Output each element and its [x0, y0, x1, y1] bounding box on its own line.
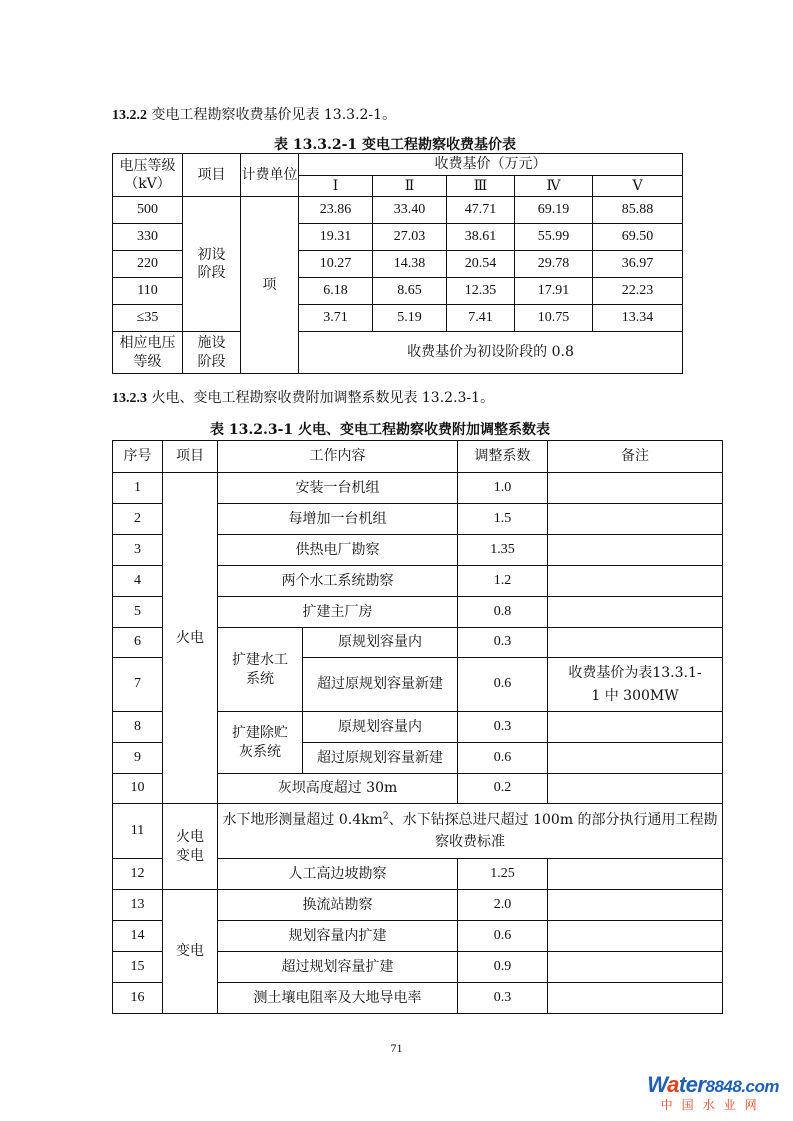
coef-cell: 1.0: [458, 473, 548, 504]
table2-caption: 表 13.2.3-1 火电、变电工程勘察收费附加调整系数表: [210, 422, 551, 438]
row-no: 11: [113, 804, 163, 859]
coef-cell: 0.2: [458, 774, 548, 804]
work-cell: 测土壤电阻率及大地导电率: [218, 983, 458, 1014]
adjustment-table: [112, 440, 723, 1014]
section-number: 13.2.3: [112, 391, 147, 406]
remark-cell: [548, 983, 723, 1014]
row-no: 1: [113, 473, 163, 504]
subgroup-cell: 扩建水工系统: [218, 628, 303, 712]
section-text: 火电、变电工程勘察收费附加调整系数见表 13.2.3-1。: [151, 390, 495, 406]
fee-cell: 17.91: [515, 278, 593, 305]
unit-cell: 项: [241, 197, 299, 374]
coef-cell: 0.3: [458, 712, 548, 743]
row-no: 10: [113, 774, 163, 804]
watermark-logo: [647, 1072, 779, 1113]
row-no: 2: [113, 504, 163, 535]
header-no: 序号: [113, 441, 163, 473]
coef-cell: 1.2: [458, 566, 548, 597]
row-no: 16: [113, 983, 163, 1014]
work-cell: 灰坝高度超过 30m: [218, 774, 458, 804]
section-13-2-2: [112, 104, 396, 124]
remark-cell: [548, 473, 723, 504]
fee-cell: 23.86: [299, 197, 373, 224]
work-cell: 规划容量内扩建: [218, 921, 458, 952]
remark-cell: [548, 774, 723, 804]
remark-cell: [548, 743, 723, 774]
coef-cell: 1.35: [458, 535, 548, 566]
row-no: 6: [113, 628, 163, 658]
work-cell: 人工高边坡勘察: [218, 859, 458, 890]
voltage-cell: ≤35: [113, 305, 183, 332]
section-text: 变电工程勘察收费基价见表 13.3.2-1。: [151, 107, 397, 123]
header-work: 工作内容: [218, 441, 458, 473]
remark-cell: 收费基价为表13.3.1-1 中 300MW: [548, 658, 723, 712]
remark-cell: [548, 712, 723, 743]
coef-cell: 1.25: [458, 859, 548, 890]
row-no: 12: [113, 859, 163, 890]
remark-cell: [548, 566, 723, 597]
fee-cell: 22.23: [593, 278, 683, 305]
table-row: [113, 473, 723, 504]
fee-cell: 7.41: [447, 305, 515, 332]
row-no: 4: [113, 566, 163, 597]
work-cell: 超过原规划容量新建: [303, 658, 458, 712]
fee-cell: 12.35: [447, 278, 515, 305]
header-grade: Ⅳ: [515, 176, 593, 197]
remark-cell: [548, 628, 723, 658]
header-unit: 计费单位: [241, 154, 299, 197]
voltage-cell: 110: [113, 278, 183, 305]
group-both: 火电变电: [163, 804, 218, 890]
work-cell: 扩建主厂房: [218, 597, 458, 628]
remark-cell: [548, 890, 723, 921]
fee-cell: 69.19: [515, 197, 593, 224]
row-no: 5: [113, 597, 163, 628]
table-row: [113, 804, 723, 859]
group-substation: 变电: [163, 890, 218, 1014]
stage-detail-cell: 施设阶段: [183, 332, 241, 374]
coef-cell: 0.6: [458, 658, 548, 712]
header-grade: Ⅰ: [299, 176, 373, 197]
fee-cell: 13.34: [593, 305, 683, 332]
fee-cell: 29.78: [515, 251, 593, 278]
coef-cell: 0.8: [458, 597, 548, 628]
fee-cell: 10.27: [299, 251, 373, 278]
voltage-cell: 相应电压等级: [113, 332, 183, 374]
remark-cell: [548, 535, 723, 566]
fee-cell: 8.65: [373, 278, 447, 305]
remark-cell: [548, 859, 723, 890]
remark-cell: [548, 952, 723, 983]
coef-cell: 2.0: [458, 890, 548, 921]
header-item: 项目: [183, 154, 241, 197]
table-row: [113, 332, 683, 374]
header-item: 项目: [163, 441, 218, 473]
table1-caption: 表 13.3.2-1 变电工程勘察收费基价表: [274, 137, 517, 153]
work-text-post: 、水下钻探总进尺超过 100m 的部分执行通用工程勘察收费标准: [388, 811, 718, 850]
row-no: 8: [113, 712, 163, 743]
coef-cell: 0.3: [458, 628, 548, 658]
work-cell-wide: [218, 804, 723, 859]
page-number: 71: [390, 1041, 403, 1055]
header-grade: Ⅴ: [593, 176, 683, 197]
work-cell: 供热电厂勘察: [218, 535, 458, 566]
row-no: 13: [113, 890, 163, 921]
fee-cell: 55.99: [515, 224, 593, 251]
fee-cell: 10.75: [515, 305, 593, 332]
table-row: [113, 890, 723, 921]
header-voltage: 电压等级（kV）: [113, 154, 183, 197]
coef-cell: 0.6: [458, 743, 548, 774]
group-thermal: 火电: [163, 473, 218, 804]
voltage-cell: 220: [113, 251, 183, 278]
remark-cell: [548, 597, 723, 628]
work-cell: 原规划容量内: [303, 712, 458, 743]
header-fee: 收费基价（万元）: [299, 154, 683, 176]
stage-initial-cell: 初设阶段: [183, 197, 241, 332]
fee-cell: 14.38: [373, 251, 447, 278]
fee-cell: 36.97: [593, 251, 683, 278]
fee-cell: 5.19: [373, 305, 447, 332]
work-cell: 两个水工系统勘察: [218, 566, 458, 597]
row-no: 7: [113, 658, 163, 712]
voltage-cell: 330: [113, 224, 183, 251]
fee-cell: 33.40: [373, 197, 447, 224]
table-row: [113, 197, 683, 224]
coef-cell: 0.6: [458, 921, 548, 952]
watermark-logo-text: Water8848.com: [647, 1072, 779, 1097]
work-cell: 每增加一台机组: [218, 504, 458, 535]
work-cell: 安装一台机组: [218, 473, 458, 504]
fee-cell: 47.71: [447, 197, 515, 224]
work-text-sup: 2: [382, 810, 389, 821]
work-cell: 换流站勘察: [218, 890, 458, 921]
row-no: 14: [113, 921, 163, 952]
header-coef: 调整系数: [458, 441, 548, 473]
fee-cell: 85.88: [593, 197, 683, 224]
row-no: 3: [113, 535, 163, 566]
fee-cell: 6.18: [299, 278, 373, 305]
fee-base-table: [112, 153, 683, 374]
watermark-subtitle: 中国水业网: [660, 1098, 766, 1112]
remark-cell: [548, 921, 723, 952]
section-number: 13.2.2: [112, 108, 147, 123]
subgroup-cell: 扩建除贮灰系统: [218, 712, 303, 774]
header-grade: Ⅱ: [373, 176, 447, 197]
coef-cell: 0.9: [458, 952, 548, 983]
work-cell: 超过规划容量扩建: [218, 952, 458, 983]
work-cell: 原规划容量内: [303, 628, 458, 658]
row-no: 15: [113, 952, 163, 983]
fee-cell: 27.03: [373, 224, 447, 251]
header-remark: 备注: [548, 441, 723, 473]
work-text-pre: 水下地形测量超过 0.4km: [222, 811, 383, 828]
fee-cell: 69.50: [593, 224, 683, 251]
section-13-2-3: [112, 387, 494, 407]
fee-cell: 20.54: [447, 251, 515, 278]
fee-cell: 19.31: [299, 224, 373, 251]
fee-cell: 3.71: [299, 305, 373, 332]
work-cell: 超过原规划容量新建: [303, 743, 458, 774]
header-grade: Ⅲ: [447, 176, 515, 197]
note-cell: 收费基价为初设阶段的 0.8: [299, 332, 683, 374]
coef-cell: 1.5: [458, 504, 548, 535]
coef-cell: 0.3: [458, 983, 548, 1014]
remark-cell: [548, 504, 723, 535]
voltage-cell: 500: [113, 197, 183, 224]
fee-cell: 38.61: [447, 224, 515, 251]
row-no: 9: [113, 743, 163, 774]
